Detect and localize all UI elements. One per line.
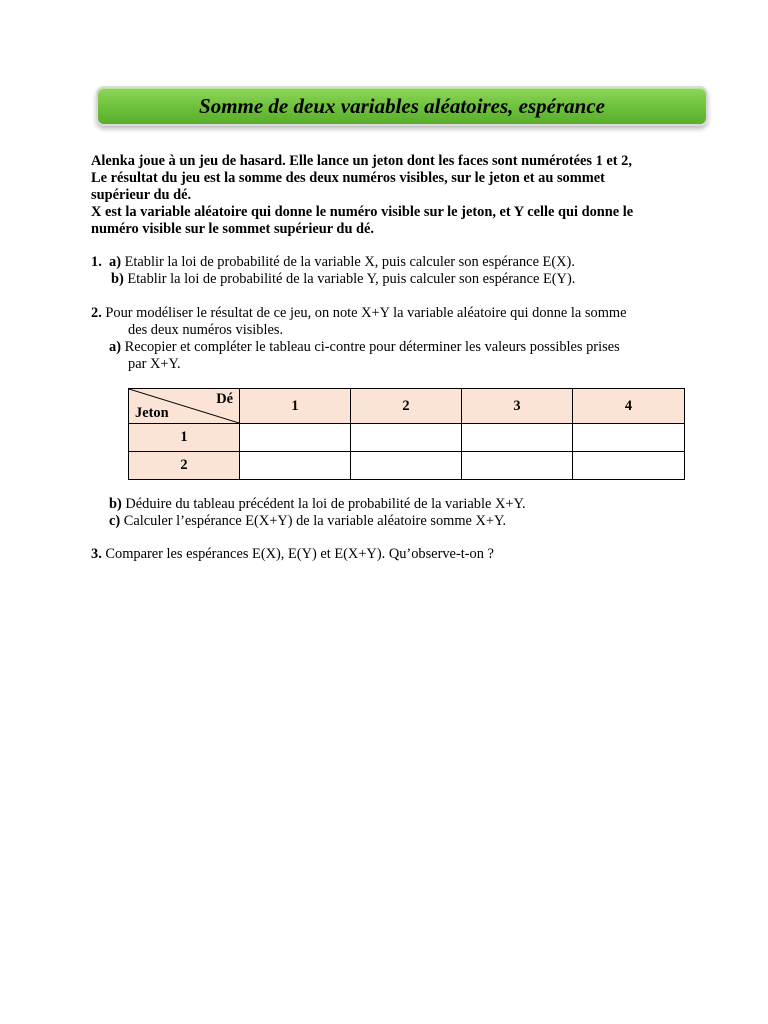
corner-label-de: Dé	[216, 391, 233, 407]
sum-table	[128, 388, 685, 480]
table-cell	[462, 424, 573, 452]
intro-line: numéro visible sur le sommet supérieur du dé.	[91, 221, 375, 237]
table-cell	[240, 452, 351, 480]
column-header: 3	[462, 389, 573, 424]
question-number: 2.	[91, 305, 102, 321]
question-2c	[91, 513, 691, 530]
table-cell	[351, 424, 462, 452]
row-header: 2	[129, 452, 240, 480]
table-header-row	[129, 389, 685, 424]
intro-paragraph	[91, 153, 691, 238]
question-1	[91, 254, 691, 288]
intro-line: X est la variable aléatoire qui donne le numéro visible sur le jeton, et Y celle qui donne le	[91, 204, 634, 220]
question-number: 3.	[91, 546, 102, 562]
question-1a	[91, 254, 691, 271]
sub-label: a)	[109, 339, 121, 355]
question-2-intro-cont: des deux numéros visibles.	[128, 322, 284, 338]
question-3	[91, 546, 691, 563]
question-2a	[91, 339, 691, 356]
table-cell	[462, 452, 573, 480]
question-text: Calculer l’espérance E(X+Y) de la variable aléatoire somme X+Y.	[120, 513, 507, 529]
question-text: Comparer les espérances E(X), E(Y) et E(X+Y). Qu’observe-t-on ?	[101, 546, 494, 562]
column-header: 4	[573, 389, 685, 424]
title-banner	[96, 86, 708, 126]
page-title: Somme de deux variables aléatoires, espérance	[199, 93, 605, 118]
intro-line: Alenka joue à un jeu de hasard. Elle lance un jeton dont les faces sont numérotées 1 et 2,	[91, 153, 632, 169]
question-3-line	[91, 546, 691, 563]
question-text: Déduire du tableau précédent la loi de probabilité de la variable X+Y.	[121, 496, 526, 512]
intro-line: supérieur du dé.	[91, 187, 192, 203]
question-2-continued	[91, 496, 691, 530]
table-row	[129, 424, 685, 452]
question-number: 1.	[91, 254, 102, 270]
corner-label-jeton: Jeton	[135, 405, 169, 421]
row-header: 1	[129, 424, 240, 452]
column-header: 2	[351, 389, 462, 424]
question-2b	[91, 496, 691, 513]
question-2-intro	[91, 305, 691, 322]
table-cell	[351, 452, 462, 480]
question-2a-cont: par X+Y.	[128, 356, 181, 372]
sub-label: b)	[111, 271, 124, 287]
table-cell	[573, 424, 685, 452]
question-text: Etablir la loi de probabilité de la variable Y, puis calculer son espérance E(Y).	[123, 271, 576, 287]
table-row	[129, 452, 685, 480]
table-cell	[573, 452, 685, 480]
intro-line: Le résultat du jeu est la somme des deux numéros visibles, sur le jeton et au sommet	[91, 170, 605, 186]
question-text: Pour modéliser le résultat de ce jeu, on note X+Y la variable aléatoire qui donne la somme	[101, 305, 627, 321]
sub-label: b)	[109, 496, 122, 512]
sub-label: a)	[109, 254, 121, 270]
question-1b	[91, 271, 691, 288]
question-2	[91, 305, 691, 373]
sub-label: c)	[109, 513, 121, 529]
table-cell	[240, 424, 351, 452]
column-header: 1	[240, 389, 351, 424]
table-corner-cell	[129, 389, 240, 424]
question-text: Recopier et compléter le tableau ci-contre pour déterminer les valeurs possibles prises	[121, 339, 620, 355]
question-text: Etablir la loi de probabilité de la variable X, puis calculer son espérance E(X).	[121, 254, 575, 270]
